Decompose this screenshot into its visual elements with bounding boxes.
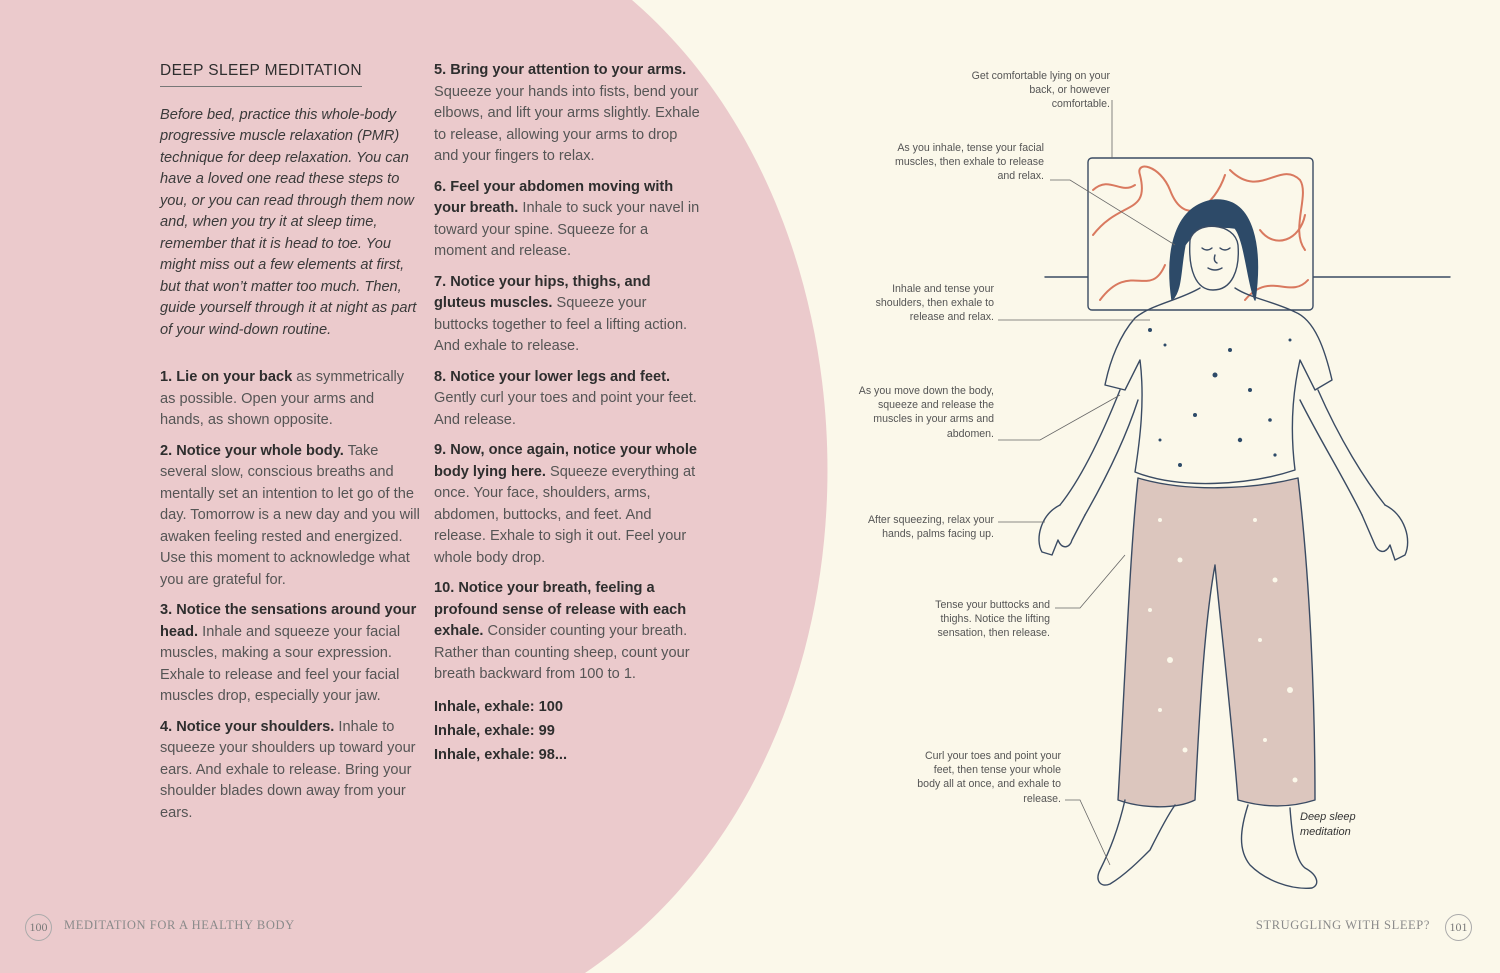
step-lead: 5. Bring your attention to your arms. — [434, 62, 687, 78]
step-lead: 8. Notice your lower legs and feet. — [434, 368, 670, 385]
step-body: Gently curl your toes and point your feet. And release. — [434, 390, 697, 428]
step-lead: 2. Notice your whole body. — [160, 442, 344, 459]
step-lead: 9. Now, once again, notice your whole body lying here. — [434, 442, 698, 480]
t-shirt — [1105, 288, 1332, 484]
annotation-hands: After squeezing, relax your hands, palms facing up. — [867, 514, 994, 541]
breath-count-line: Inhale, exhale: 100 — [434, 698, 563, 715]
step-lead: 1. Lie on your back — [160, 369, 293, 385]
step-lead: 3. Notice the sensations around your head. — [160, 602, 417, 640]
left-hand — [1039, 505, 1085, 555]
breath-count-line: Inhale, exhale: 98... — [434, 746, 568, 763]
pants — [1118, 478, 1315, 807]
right-hand — [1362, 505, 1408, 560]
annotation-position: Get comfortable lying on your back, or however comfortable. — [971, 70, 1110, 111]
annotation-shoulders: Inhale and tense your shoulders, then exhale to release and relax. — [875, 283, 994, 324]
shirt-speckles — [1148, 328, 1292, 467]
step-body: Squeeze your buttocks together to feel a lifting action. And exhale to release. — [434, 295, 688, 354]
step-body: Squeeze your hands into fists, bend your elbows, and lift your arms slightly. Exhale to release, allowing your arms to drop and your fingers to relax. — [434, 83, 700, 164]
intro-paragraph: Before bed, practice this whole-body progressive muscle relaxation (PMR) technique for deep relaxation. You can have a loved one read these steps to you, or you can read through them now and, when you try it at sleep time, remember that it is head to toe. You might miss out a few elements at first, but that won’t matter too much. Then, guide yourself through it at night as part of your wind-down routine. — [160, 106, 417, 338]
right-page-number: 101 — [1445, 914, 1472, 941]
annotation-arms-abdomen: As you move down the body, squeeze and release the muscles in your arms and abdomen. — [858, 385, 994, 440]
illustration-caption: Deep sleep meditation — [1300, 811, 1356, 838]
breath-count-line: Inhale, exhale: 99 — [434, 722, 555, 739]
left-running-head: MEDITATION FOR A HEALTHY BODY — [64, 918, 295, 932]
left-page-number: 100 — [25, 914, 52, 941]
step-body: Consider counting your breath. Rather than counting sheep, count your breath backward from 100 to 1. — [434, 623, 690, 682]
step-body: Inhale to suck your navel in toward your spine. Squeeze for a moment and release. — [434, 200, 700, 259]
annotation-face: As you inhale, tense your facial muscles, then exhale to release and relax. — [895, 142, 1044, 183]
page-title: DEEP SLEEP MEDITATION — [160, 60, 362, 87]
annotation-buttocks: Tense your buttocks and thighs. Notice the lifting sensation, then release. — [935, 599, 1050, 640]
left-leg — [1098, 800, 1175, 885]
step-body: Take several slow, conscious breaths and mentally set an intention to let go of the day. Tomorrow is a new day and you will awaken feeling rested and energized. Use this moment to acknowledge what you are grateful for. — [160, 442, 420, 588]
step-body: Inhale and squeeze your facial muscles, making a sour expression. Exhale to release and feel your facial muscles drop, especially your jaw. — [160, 623, 401, 704]
step-body: Squeeze everything at once. Your face, shoulders, arms, abdomen, buttocks, and feet. And release. Exhale to sigh it out. Feel your whole body drop. — [434, 463, 696, 566]
step-lead: 6. Feel your abdomen moving with your breath. — [434, 178, 674, 216]
annotation-feet: Curl your toes and point your feet, then tense your whole body all at once, and exhale to release. — [917, 750, 1061, 805]
step-lead: 7. Notice your hips, thighs, and gluteus muscles. — [434, 273, 651, 311]
step-lead: 4. Notice your shoulders. — [160, 718, 335, 735]
right-arm — [1300, 390, 1385, 515]
step-lead: 10. Notice your breath, feeling a profound sense of release with each exhale. — [434, 580, 687, 639]
step-body: as symmetrically as possible. Open your arms and hands, as shown opposite. — [160, 369, 405, 428]
left-arm — [1060, 390, 1138, 515]
right-running-head: STRUGGLING WITH SLEEP? — [1255, 918, 1430, 932]
step-body: Inhale to squeeze your shoulders up toward your ears. And exhale to release. Bring your shoulder blades down away from your ears. — [160, 718, 416, 821]
